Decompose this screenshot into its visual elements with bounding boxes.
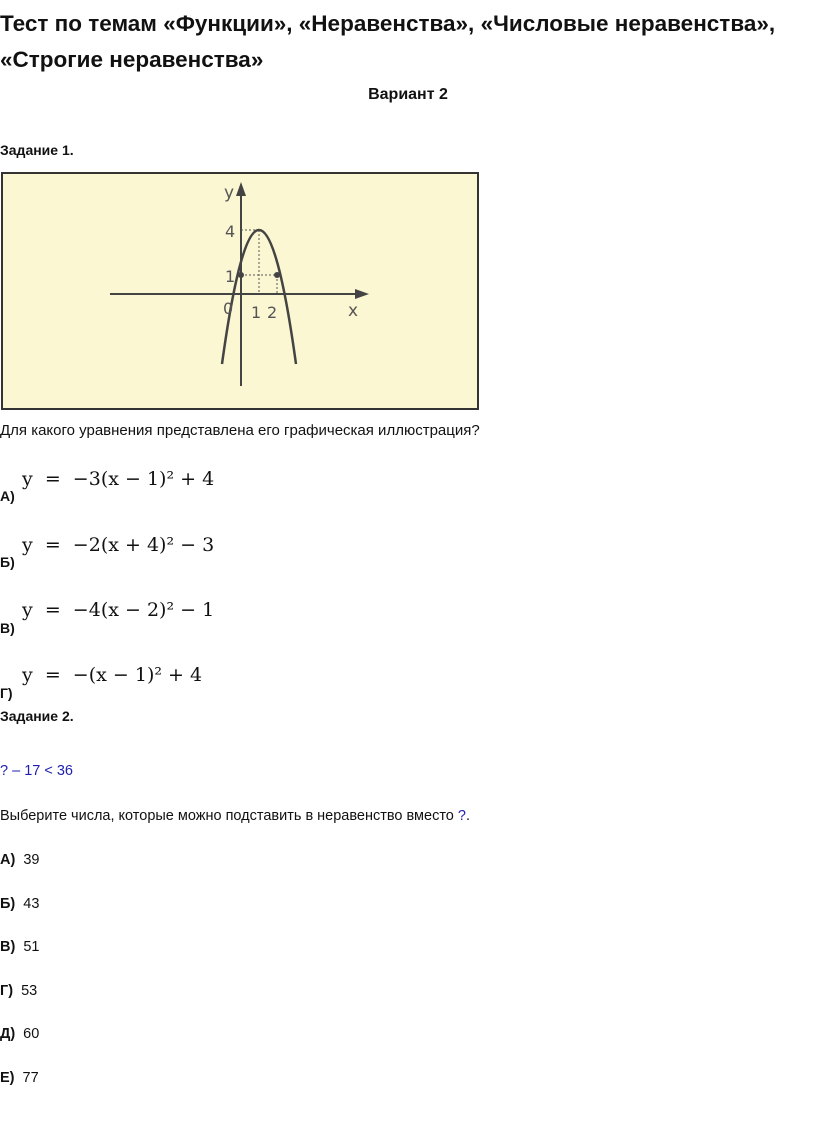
choice-a[interactable] — [0, 852, 39, 868]
tick-label-x1: 1 — [251, 303, 262, 322]
variant-label: Вариант 2 — [368, 86, 448, 103]
page-title: Тест по темам «Функции», «Неравенства», «Числовые неравенства», «Строгие неравенства» — [0, 11, 776, 72]
point-2-1 — [274, 272, 280, 278]
option-a-letter[interactable]: А) — [0, 488, 15, 504]
point-0-1 — [238, 272, 244, 278]
y-axis-label: y — [224, 183, 235, 203]
inequality-mark: ? — [0, 763, 9, 779]
parabola-graph — [1, 172, 479, 410]
choice-e-letter: Е) — [0, 1070, 15, 1086]
task2-instruction — [0, 808, 470, 824]
task2-heading: Задание 2. — [0, 708, 74, 724]
tick-label-y1: 1 — [225, 267, 236, 286]
option-a-formula: y = −3(x − 1)² + 4 — [22, 468, 215, 490]
option-v-letter[interactable]: В) — [0, 620, 15, 636]
choice-a-letter: А) — [0, 852, 16, 868]
option-g-formula: y = −(x − 1)² + 4 — [22, 664, 203, 686]
choice-d-value: 60 — [23, 1026, 40, 1042]
inequality-rest: – 17 < 36 — [8, 763, 73, 779]
choice-b-value: 43 — [23, 896, 40, 912]
choice-b-letter: Б) — [0, 896, 16, 912]
tick-label-x2: 2 — [267, 303, 278, 322]
instruction-text: Выберите числа, которые можно подставить в неравенство вместо — [0, 808, 458, 824]
choice-g[interactable] — [0, 983, 37, 999]
choice-v[interactable] — [0, 939, 39, 955]
option-v-formula: y = −4(x − 2)² − 1 — [22, 599, 215, 621]
choice-e-value: 77 — [22, 1070, 39, 1086]
y-axis-arrow — [236, 182, 246, 196]
task1-heading: Задание 1. — [0, 142, 74, 158]
choice-e[interactable] — [0, 1070, 39, 1086]
option-b-letter[interactable]: Б) — [0, 554, 15, 570]
instruction-end: . — [465, 808, 471, 824]
option-g-letter[interactable]: Г) — [0, 685, 13, 701]
instruction-mark: ? — [457, 808, 466, 824]
choice-d-letter: Д) — [0, 1026, 16, 1042]
choice-d[interactable] — [0, 1026, 39, 1042]
choice-v-value: 51 — [23, 939, 40, 955]
choice-b[interactable] — [0, 896, 39, 912]
x-axis-label: x — [348, 301, 359, 321]
task2-inequality — [0, 763, 73, 779]
choice-g-value: 53 — [21, 983, 38, 999]
x-axis-arrow — [355, 289, 369, 299]
choice-g-letter: Г) — [0, 983, 14, 999]
graph-svg — [3, 174, 477, 408]
choice-a-value: 39 — [23, 852, 40, 868]
tick-label-4: 4 — [225, 222, 236, 241]
origin-label: 0 — [223, 299, 234, 318]
task1-question: Для какого уравнения представлена его графическая иллюстрация? — [0, 422, 480, 439]
choice-v-letter: В) — [0, 939, 16, 955]
option-b-formula: y = −2(x + 4)² − 3 — [22, 534, 215, 556]
